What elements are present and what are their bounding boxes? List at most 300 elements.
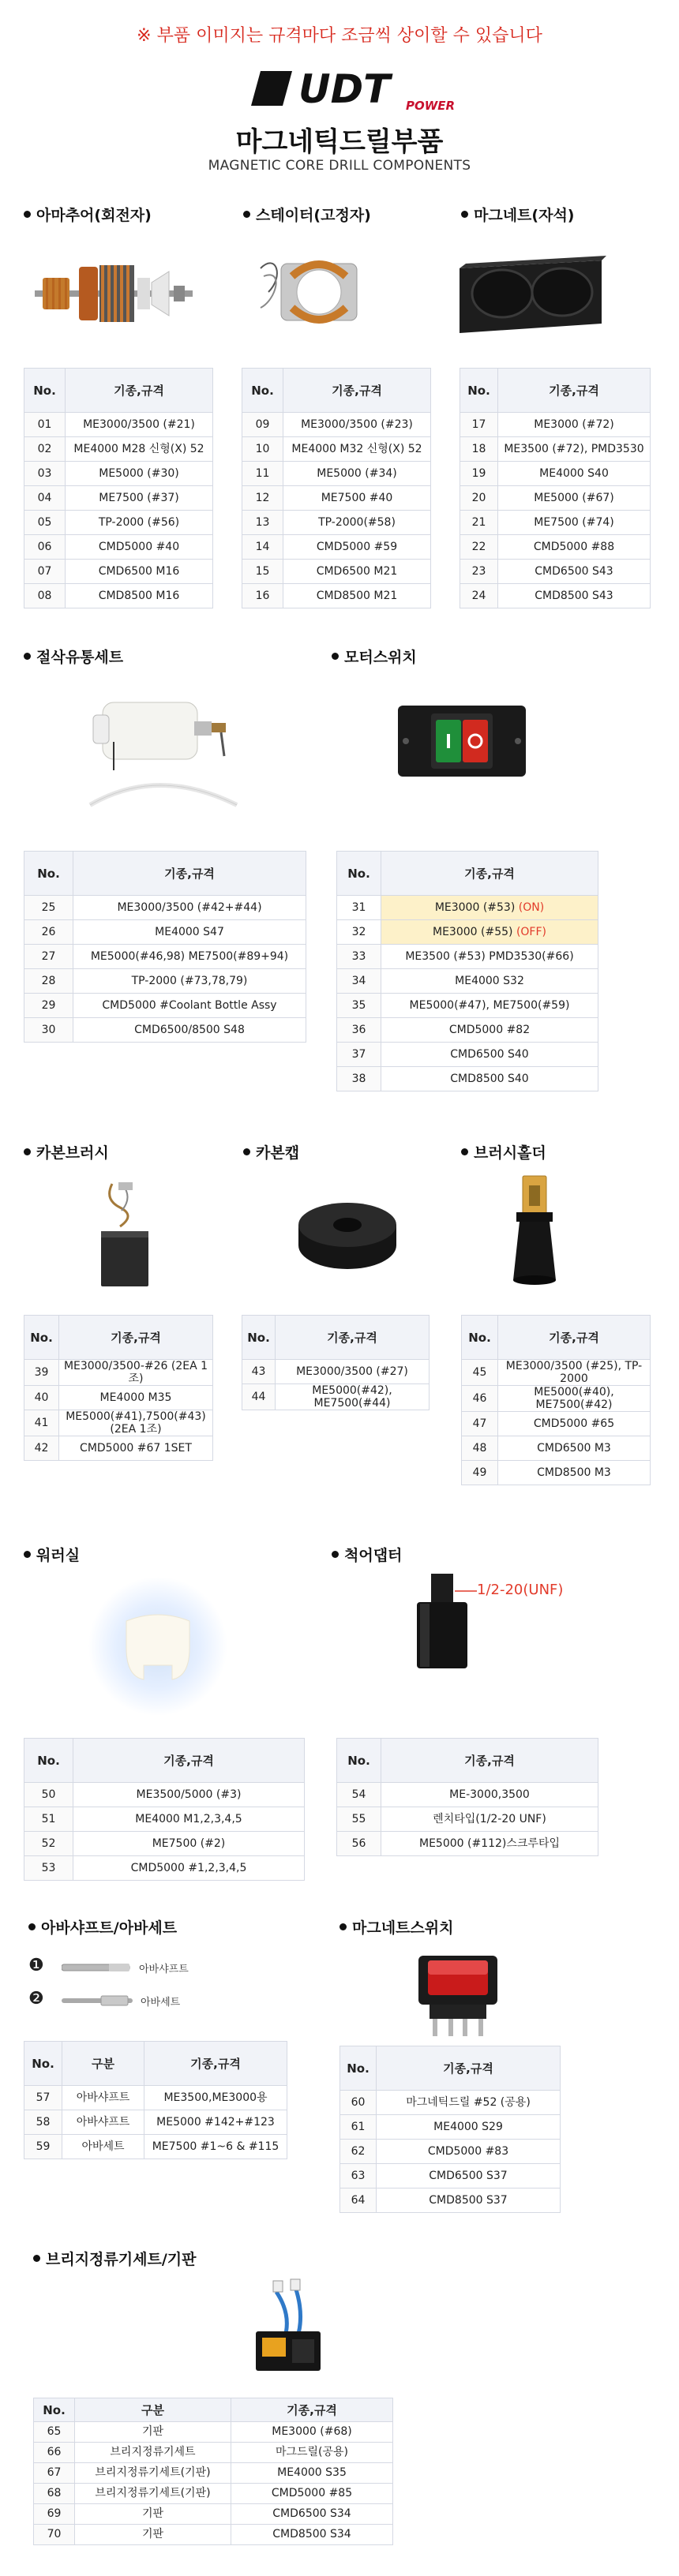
row-spec (381, 994, 598, 1018)
row-number: 07 (24, 560, 66, 584)
row-spec (498, 1360, 651, 1386)
table-row (242, 1384, 430, 1410)
table-row (24, 2110, 287, 2135)
row-number: 42 (24, 1436, 59, 1461)
table-row (340, 2115, 561, 2140)
section-title-magnet-switch: 마그네트스위치 (340, 1916, 453, 1938)
spec-text: TP-2000 (#73,78,79) (131, 974, 248, 987)
spec-text: CMD8500 M21 (316, 589, 398, 602)
switch-state-text: (ON) (518, 900, 545, 914)
spec-text: ME3000/3500-#26 (2EA 1조) (63, 1360, 208, 1386)
spec-text: CMD5000 #88 (533, 540, 615, 553)
row-spec (59, 1386, 213, 1410)
row-number: 09 (242, 413, 283, 437)
spec-text: ME5000(#40), ME7500(#42) (534, 1386, 614, 1412)
carbon-brush-table (24, 1315, 213, 1461)
table-row (460, 560, 651, 584)
row-spec (73, 896, 306, 920)
row-spec: CMD5000 #85 (231, 2484, 393, 2504)
section-title-chuck-adapter: 척어댑터 (332, 1544, 402, 1565)
logo-brand-text: UDT (298, 66, 391, 112)
spec-text: CMD6500 M3 (537, 1442, 611, 1455)
spec-text: ME4000 S40 (539, 466, 609, 480)
col-spec: 기종,규격 (276, 1316, 430, 1360)
bullet-icon (332, 653, 339, 660)
table-row (242, 560, 431, 584)
spec-text: ME3000/3500 (#25), TP-2000 (505, 1360, 643, 1386)
chuck-adapter-table (336, 1738, 598, 1856)
bullet-icon (243, 1148, 250, 1155)
bullet-icon (461, 1148, 468, 1155)
magnet-switch-table (340, 2046, 561, 2213)
row-spec (498, 486, 651, 511)
row-number: 10 (242, 437, 283, 462)
row-number: 43 (242, 1360, 276, 1384)
row-spec (66, 535, 213, 560)
row-type: 브리지정류기세트(기판) (75, 2484, 231, 2504)
table-row (337, 1018, 598, 1043)
col-type: 구분 (62, 2042, 144, 2086)
table-row (24, 994, 306, 1018)
col-spec: 기종,규격 (283, 369, 431, 413)
row-spec (283, 413, 431, 437)
spec-text: CMD5000 #Coolant Bottle Assy (102, 998, 277, 1012)
table-row (340, 2164, 561, 2188)
row-number: 57 (24, 2086, 62, 2110)
table-row (337, 1043, 598, 1067)
spec-text: ME3000/3500 (#27) (296, 1365, 408, 1378)
arbor-shaft-image (62, 1960, 133, 1975)
table-row (24, 511, 213, 535)
spec-text: CMD5000 #65 (533, 1417, 615, 1431)
row-spec (73, 945, 306, 969)
table-row (34, 2422, 393, 2443)
row-number: 34 (337, 969, 381, 994)
col-no: No. (24, 1316, 59, 1360)
row-spec (381, 1043, 598, 1067)
row-number: 19 (460, 462, 498, 486)
carbon-cap-table (242, 1315, 430, 1410)
spec-text: CMD5000 #67 1SET (80, 1442, 192, 1455)
row-number: 70 (34, 2525, 75, 2545)
bullet-icon (24, 211, 31, 218)
col-no: No. (460, 369, 498, 413)
table-row (340, 2140, 561, 2164)
row-number: 28 (24, 969, 73, 994)
spec-text: ME3000/3500 (#42+#44) (117, 900, 262, 914)
row-type: 기판 (75, 2504, 231, 2525)
col-spec: 기종,규격 (73, 1739, 305, 1783)
row-number: 31 (337, 896, 381, 920)
table-row (460, 462, 651, 486)
table-row (24, 535, 213, 560)
table-row (462, 1461, 651, 1485)
spec-text: ME5000 (#67) (534, 491, 614, 504)
spec-text: ME5000 (#34) (317, 466, 397, 480)
row-spec (66, 437, 213, 462)
row-spec (377, 2164, 561, 2188)
table-row (24, 1807, 305, 1832)
table-row (462, 1412, 651, 1436)
table-row (337, 994, 598, 1018)
row-spec (377, 2115, 561, 2140)
spec-text: CMD6500 S37 (429, 2169, 508, 2182)
row-spec (283, 486, 431, 511)
row-number: 36 (337, 1018, 381, 1043)
row-number: 66 (34, 2443, 75, 2463)
spec-text: TP-2000 (#56) (98, 515, 180, 529)
table-row (242, 462, 431, 486)
table-row (337, 1067, 598, 1091)
switch-state-text: (OFF) (516, 925, 546, 938)
row-spec (73, 1783, 305, 1807)
row-number: 13 (242, 511, 283, 535)
brush-holder-image (499, 1171, 570, 1290)
motor-switch-image (395, 698, 529, 784)
row-spec (381, 1783, 598, 1807)
table-row (337, 1783, 598, 1807)
table-row (24, 1436, 213, 1461)
table-row (460, 486, 651, 511)
row-spec (381, 920, 598, 945)
bullet-icon (33, 2255, 40, 2262)
carbon-cap-image (292, 1196, 403, 1275)
row-number: 18 (460, 437, 498, 462)
row-spec (381, 969, 598, 994)
table-row (24, 560, 213, 584)
section-title-armature: 아마추어(회전자) (24, 204, 152, 225)
table-row (24, 2086, 287, 2110)
table-row (24, 1410, 213, 1436)
row-number: 56 (337, 1832, 381, 1856)
row-spec (66, 486, 213, 511)
spec-text: ME4000 M35 (99, 1391, 172, 1405)
row-number: 27 (24, 945, 73, 969)
row-spec (283, 560, 431, 584)
brush-holder-table (461, 1315, 651, 1485)
row-number: 46 (462, 1386, 498, 1412)
row-number: 26 (24, 920, 73, 945)
row-number: 17 (460, 413, 498, 437)
col-spec: 기종,규격 (381, 852, 598, 896)
row-spec (283, 511, 431, 535)
row-number: 68 (34, 2484, 75, 2504)
row-number: 03 (24, 462, 66, 486)
row-spec (381, 1067, 598, 1091)
row-number: 67 (34, 2463, 75, 2484)
table-row (24, 1018, 306, 1043)
col-no: No. (24, 369, 66, 413)
row-number: 21 (460, 511, 498, 535)
row-spec (66, 462, 213, 486)
spec-text: CMD8500 M16 (98, 589, 180, 602)
row-spec (73, 1807, 305, 1832)
motor-switch-table (336, 851, 598, 1091)
spec-text: CMD5000 #40 (98, 540, 180, 553)
table-row (34, 2504, 393, 2525)
spec-text: ME5000(#47), ME7500(#59) (409, 998, 570, 1012)
col-no: No. (337, 852, 381, 896)
table-row (242, 1360, 430, 1384)
bullet-icon (24, 1148, 31, 1155)
table-row (34, 2525, 393, 2545)
col-spec: 기종,규격 (231, 2398, 393, 2422)
arbor-legend-num-2: ❷ (28, 1989, 44, 2009)
table-row (34, 2443, 393, 2463)
row-spec: CMD6500 S34 (231, 2504, 393, 2525)
thread-spec-callout: 1/2-20(UNF) (477, 1582, 564, 1598)
row-number: 08 (24, 584, 66, 608)
row-spec (73, 1832, 305, 1856)
row-spec (381, 945, 598, 969)
table-row (460, 413, 651, 437)
row-spec (381, 1018, 598, 1043)
row-type: 아바세트 (62, 2135, 144, 2159)
row-number: 58 (24, 2110, 62, 2135)
table-row (242, 486, 431, 511)
row-number: 62 (340, 2140, 377, 2164)
row-number: 51 (24, 1807, 73, 1832)
row-spec (377, 2140, 561, 2164)
row-number: 40 (24, 1386, 59, 1410)
row-type: 브리지정류기세트 (75, 2443, 231, 2463)
row-number: 16 (242, 584, 283, 608)
bullet-icon (340, 1923, 347, 1930)
row-spec (498, 1436, 651, 1461)
row-number: 04 (24, 486, 66, 511)
image-notice: ※ 부품 이미지는 규격마다 조금씩 상이할 수 있습니다 (137, 26, 542, 46)
row-number: 24 (460, 584, 498, 608)
row-spec: CMD8500 S34 (231, 2525, 393, 2545)
coolant-table (24, 851, 306, 1043)
table-row (340, 2188, 561, 2213)
bridge-rectifier-image (245, 2276, 340, 2379)
col-spec: 기종,규격 (73, 852, 306, 896)
col-spec: 기종,규격 (498, 369, 651, 413)
table-row (462, 1360, 651, 1386)
col-no: No. (34, 2398, 75, 2422)
stator-image (253, 245, 379, 339)
spec-text: CMD8500 S37 (429, 2193, 508, 2207)
row-number: 37 (337, 1043, 381, 1067)
row-number: 47 (462, 1412, 498, 1436)
row-number: 50 (24, 1783, 73, 1807)
spec-text: CMD6500 S43 (535, 564, 613, 578)
row-number: 11 (242, 462, 283, 486)
row-number: 52 (24, 1832, 73, 1856)
row-number: 69 (34, 2504, 75, 2525)
section-title-carbon-cap: 카본캡 (243, 1141, 299, 1163)
spec-text: CMD5000 #83 (427, 2144, 509, 2158)
row-number: 15 (242, 560, 283, 584)
table-row (242, 584, 431, 608)
section-title-magnet: 마그네트(자석) (461, 204, 575, 225)
row-number: 44 (242, 1384, 276, 1410)
table-row (337, 920, 598, 945)
spec-text: ME5000(#42), ME7500(#44) (312, 1384, 392, 1410)
row-spec (381, 1832, 598, 1856)
table-row (24, 1386, 213, 1410)
section-title-motor-switch: 모터스위치 (332, 646, 417, 667)
row-number: 32 (337, 920, 381, 945)
row-number: 33 (337, 945, 381, 969)
row-type: 기판 (75, 2422, 231, 2443)
table-row (462, 1386, 651, 1412)
col-spec: 기종,규격 (381, 1739, 598, 1783)
bullet-icon (28, 1923, 36, 1930)
table-row (462, 1436, 651, 1461)
row-number: 02 (24, 437, 66, 462)
armature-table (24, 368, 213, 608)
col-no: No. (337, 1739, 381, 1783)
row-spec (276, 1360, 430, 1384)
bullet-icon (243, 211, 250, 218)
udt-power-logo (251, 66, 472, 113)
row-spec (73, 994, 306, 1018)
table-row (242, 535, 431, 560)
table-row (460, 584, 651, 608)
row-number: 65 (34, 2422, 75, 2443)
row-spec: ME5000 #142+#123 (144, 2110, 287, 2135)
spec-text: CMD5000 #59 (316, 540, 398, 553)
row-number: 39 (24, 1360, 59, 1386)
row-spec (66, 560, 213, 584)
row-number: 30 (24, 1018, 73, 1043)
row-spec (498, 1461, 651, 1485)
spec-text: ME3500 (#53) PMD3530(#66) (405, 949, 574, 963)
row-number: 59 (24, 2135, 62, 2159)
row-spec: ME4000 S35 (231, 2463, 393, 2484)
col-no: No. (462, 1316, 498, 1360)
coolant-bottle-image (79, 687, 253, 829)
row-number: 49 (462, 1461, 498, 1485)
spec-text: TP-2000(#58) (318, 515, 396, 529)
row-spec (498, 462, 651, 486)
spec-text: ME7500 #40 (321, 491, 393, 504)
row-spec (498, 1386, 651, 1412)
spec-text: ME3000/3500 (#23) (301, 417, 413, 431)
table-row (460, 437, 651, 462)
row-spec (498, 560, 651, 584)
row-spec (283, 462, 431, 486)
table-row (24, 969, 306, 994)
col-spec: 기종,규격 (377, 2046, 561, 2091)
spec-text: 렌치타입(1/2-20 UNF) (433, 1812, 546, 1825)
row-spec (381, 1807, 598, 1832)
row-number: 45 (462, 1360, 498, 1386)
table-row (24, 437, 213, 462)
row-type: 아바샤프트 (62, 2110, 144, 2135)
row-spec (498, 511, 651, 535)
row-spec: 마그드릴(공용) (231, 2443, 393, 2463)
row-spec (73, 1856, 305, 1881)
row-number: 64 (340, 2188, 377, 2213)
bridge-table (33, 2398, 393, 2545)
spec-text: ME3500/5000 (#3) (136, 1788, 242, 1801)
bullet-icon (332, 1551, 339, 1558)
table-row (337, 945, 598, 969)
row-spec (381, 896, 598, 920)
table-row (242, 437, 431, 462)
row-number: 38 (337, 1067, 381, 1091)
spec-text: ME4000 M1,2,3,4,5 (135, 1812, 242, 1825)
bullet-icon (24, 1551, 31, 1558)
table-row (337, 969, 598, 994)
section-title-bridge: 브리지정류기세트/기판 (33, 2248, 196, 2269)
spec-text: ME3500 (#72), PMD3530 (504, 442, 644, 455)
row-number: 12 (242, 486, 283, 511)
row-number: 53 (24, 1856, 73, 1881)
section-title-arbor: 아바샤프트/아바세트 (28, 1916, 177, 1938)
table-row (24, 584, 213, 608)
row-number: 20 (460, 486, 498, 511)
row-spec (283, 535, 431, 560)
arbor-set-image (62, 1994, 137, 2008)
row-spec (498, 413, 651, 437)
spec-text: ME4000 M28 신형(X) 52 (73, 442, 204, 455)
spec-text: CMD6500/8500 S48 (134, 1023, 245, 1036)
table-row (24, 920, 306, 945)
col-spec: 기종,규격 (144, 2042, 287, 2086)
row-spec (377, 2091, 561, 2115)
row-spec (73, 1018, 306, 1043)
row-spec (66, 511, 213, 535)
row-number: 60 (340, 2091, 377, 2115)
row-number: 55 (337, 1807, 381, 1832)
spec-text: 마그네틱드릴 #52 (공용) (406, 2095, 531, 2109)
spec-text: ME4000 M32 신형(X) 52 (291, 442, 422, 455)
table-row (24, 896, 306, 920)
spec-text: CMD6500 M21 (316, 564, 398, 578)
spec-text: ME4000 S29 (433, 2120, 503, 2133)
spec-text: ME5000(#46,98) ME7500(#89+94) (90, 949, 289, 963)
logo-sub-text: POWER (406, 99, 456, 113)
row-spec (73, 920, 306, 945)
spec-text: CMD5000 #1,2,3,4,5 (130, 1861, 247, 1874)
row-spec: ME3000 (#68) (231, 2422, 393, 2443)
arbor-legend-num-1: ❶ (28, 1956, 44, 1975)
col-no: No. (24, 1739, 73, 1783)
section-title-washer-seal: 워러실 (24, 1544, 80, 1565)
row-number: 41 (24, 1410, 59, 1436)
row-spec (283, 584, 431, 608)
col-no: No. (24, 852, 73, 896)
col-type: 구분 (75, 2398, 231, 2422)
row-spec (498, 584, 651, 608)
table-row (24, 1832, 305, 1856)
row-number: 06 (24, 535, 66, 560)
spec-text: CMD8500 M3 (537, 1466, 611, 1480)
page-subtitle: MAGNETIC CORE DRILL COMPONENTS (208, 158, 471, 174)
spec-text: ME7500 (#37) (99, 491, 179, 504)
magnet-table (460, 368, 651, 608)
table-row (24, 462, 213, 486)
row-number: 63 (340, 2164, 377, 2188)
table-row (337, 896, 598, 920)
washer-seal-image (87, 1575, 229, 1717)
table-row (242, 511, 431, 535)
col-no: No. (340, 2046, 377, 2091)
section-title-coolant: 절삭유통세트 (24, 646, 123, 667)
row-number: 48 (462, 1436, 498, 1461)
spec-text: ME4000 S32 (455, 974, 524, 987)
spec-text: ME3000 (#72) (534, 417, 614, 431)
table-row (24, 1856, 305, 1881)
row-type: 기판 (75, 2525, 231, 2545)
row-spec (59, 1410, 213, 1436)
table-row (337, 1832, 598, 1856)
spec-text: ME5000 (#112)스크루타입 (419, 1837, 560, 1850)
